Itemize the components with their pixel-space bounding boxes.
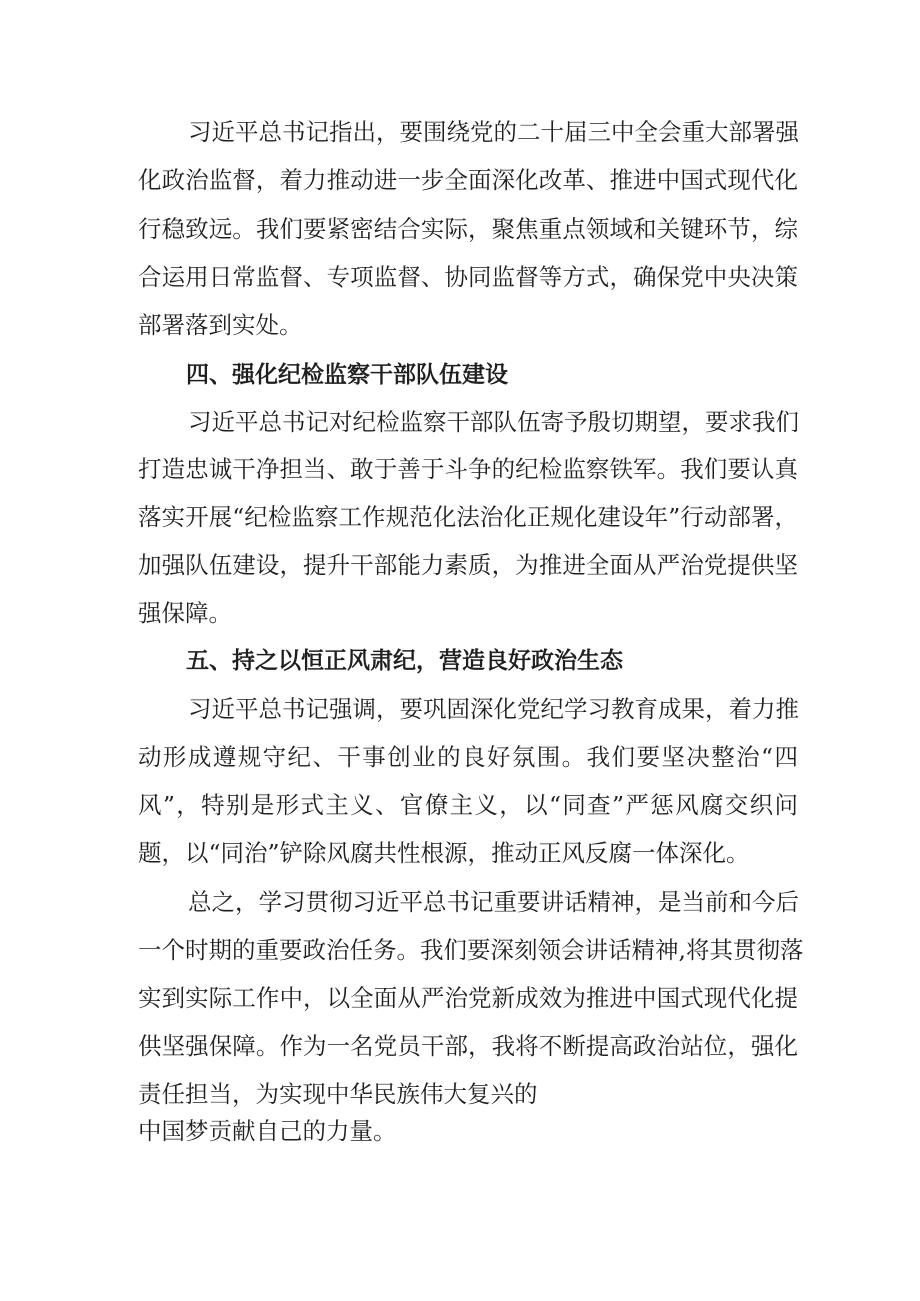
paragraph-line: 总之，学习贯彻习近平总书记重要讲话精神，是当前和今后 <box>188 888 799 916</box>
paragraph-line: 一个时期的重要政治任务。我们要深刻领会讲话精神,将其贯彻落 <box>138 936 804 964</box>
paragraph-line: 打造忠诚干净担当、敢于善于斗争的纪检监察铁军。我们要认真 <box>138 455 798 483</box>
paragraph-line: 动形成遵规守纪、干事创业的良好氛围。我们要坚决整治“四 <box>138 743 798 771</box>
section-heading: 四、强化纪检监察干部队伍建设 <box>186 362 508 388</box>
paragraph-line: 责任担当，为实现中华民族伟大复兴的 <box>138 1080 538 1108</box>
paragraph-line: 合运用日常监督、专项监督、协同监督等方式，确保党中央决策 <box>138 263 798 291</box>
paragraph-line: 加强队伍建设，提升干部能力素质，为推进全面从严治党提供坚 <box>138 551 798 579</box>
paragraph-line: 部署落到实处。 <box>138 311 303 339</box>
paragraph-line: 供坚强保障。作为一名党员干部，我将不断提高政治站位，强化 <box>138 1032 798 1060</box>
paragraph-line: 习近平总书记对纪检监察干部队伍寄予殷切期望，要求我们 <box>188 408 799 436</box>
paragraph-line: 落实开展“纪检监察工作规范化法治化正规化建设年”行动部署， <box>138 503 798 531</box>
paragraph-line: 风”，特别是形式主义、官僚主义，以“同查”严惩风腐交织问 <box>138 791 798 819</box>
paragraph-line: 行稳致远。我们要紧密结合实际，聚焦重点领域和关键环节，综 <box>138 215 798 243</box>
paragraph-line: 题，以“同治”铲除风腐共性根源，推动正风反腐一体深化。 <box>138 839 750 867</box>
paragraph-line: 实到实际工作中，以全面从严治党新成效为推进中国式现代化提 <box>138 984 798 1012</box>
paragraph-line: 中国梦贡献自己的力量。 <box>138 1117 397 1145</box>
paragraph-line: 强保障。 <box>138 599 232 627</box>
section-heading: 五、持之以恒正风肃纪，营造良好政治生态 <box>186 648 623 674</box>
paragraph-line: 化政治监督，着力推动进一步全面深化改革、推进中国式现代化 <box>138 166 798 194</box>
paragraph-line: 习近平总书记指出，要围绕党的二十届三中全会重大部署强 <box>188 118 799 146</box>
paragraph-line: 习近平总书记强调，要巩固深化党纪学习教育成果，着力推 <box>188 695 799 723</box>
